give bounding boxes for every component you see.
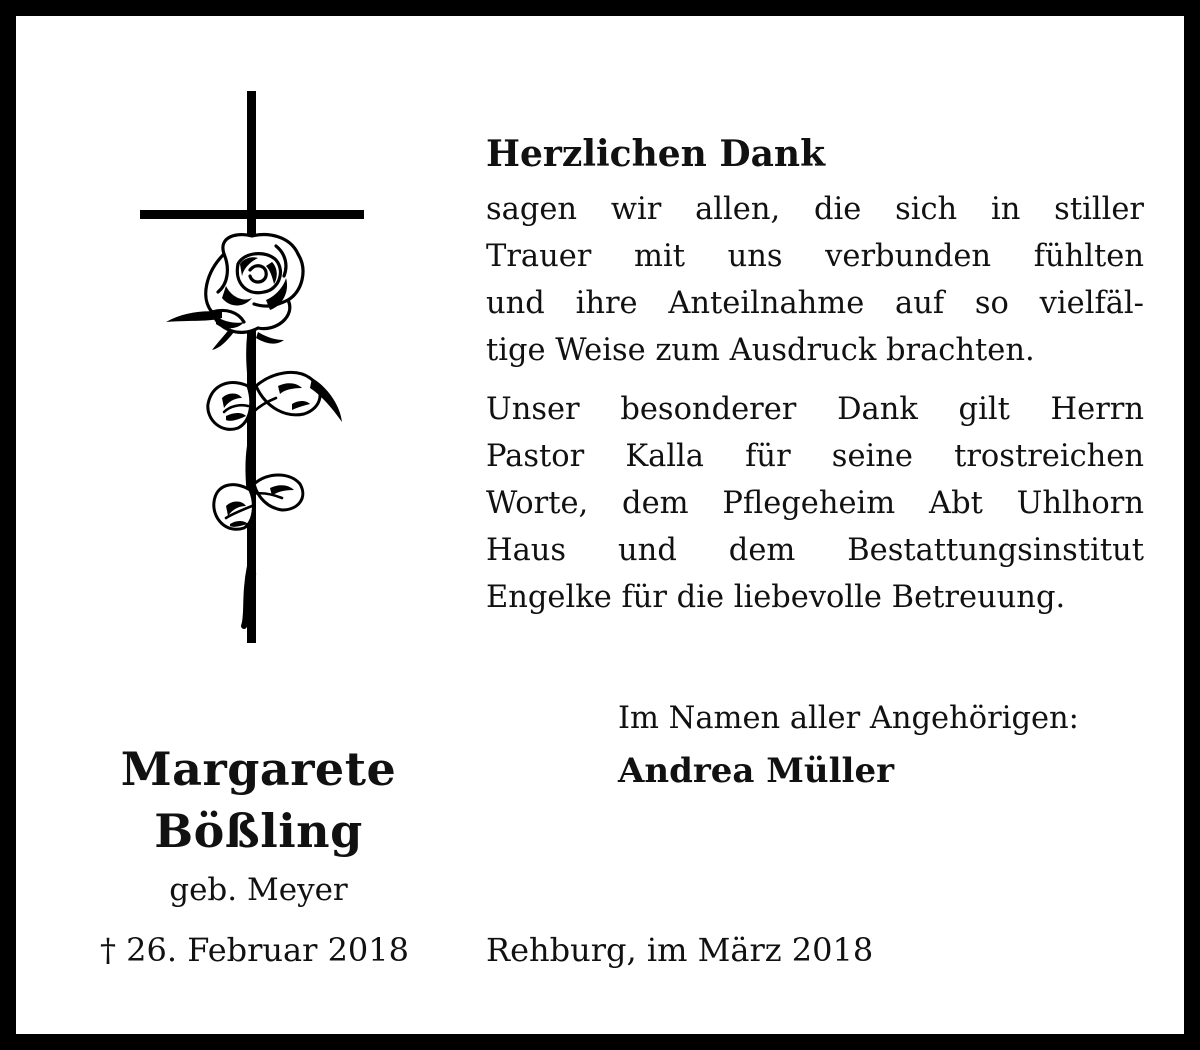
paragraph-line: Pastor Kalla für seine trostreichen <box>486 439 1144 474</box>
paragraph-thanks <box>486 186 1144 374</box>
cross-with-rose-icon <box>126 86 386 656</box>
headline: Herzlichen Dank <box>486 133 826 175</box>
paragraph-line: sagen wir allen, die sich in stiller <box>486 192 1144 227</box>
paragraph-line: Engelke für die liebevolle Betreuung. <box>486 580 1066 615</box>
signature-intro: Im Namen aller Angehörigen: <box>618 701 1079 736</box>
maiden-name: geb. Meyer <box>169 872 348 908</box>
thank-you-message <box>486 128 1144 621</box>
paragraph-line: Worte, dem Pflegeheim Abt Uhlhorn <box>486 486 1144 521</box>
paragraph-line: Haus und dem Bestattungsinstitut <box>486 533 1144 568</box>
death-date: † 26. Februar 2018 <box>100 931 409 969</box>
paragraph-special-thanks <box>486 386 1144 621</box>
signature-name: Andrea Müller <box>618 751 895 791</box>
deceased-last-name: Bößling <box>154 804 363 858</box>
paragraph-line: Trauer mit uns verbunden fühlten <box>486 239 1144 274</box>
deceased-name-block <box>76 738 441 912</box>
paragraph-line: Unser besonderer Dank gilt Herrn <box>486 392 1144 427</box>
deceased-first-name: Margarete <box>120 742 397 796</box>
paragraph-line: tige Weise zum Ausdruck brachten. <box>486 333 1035 368</box>
paragraph-line: und ihre Anteilnahme auf so vielfäl- <box>486 286 1144 321</box>
place-and-date: Rehburg, im März 2018 <box>486 931 874 969</box>
signature-block <box>618 696 1158 796</box>
